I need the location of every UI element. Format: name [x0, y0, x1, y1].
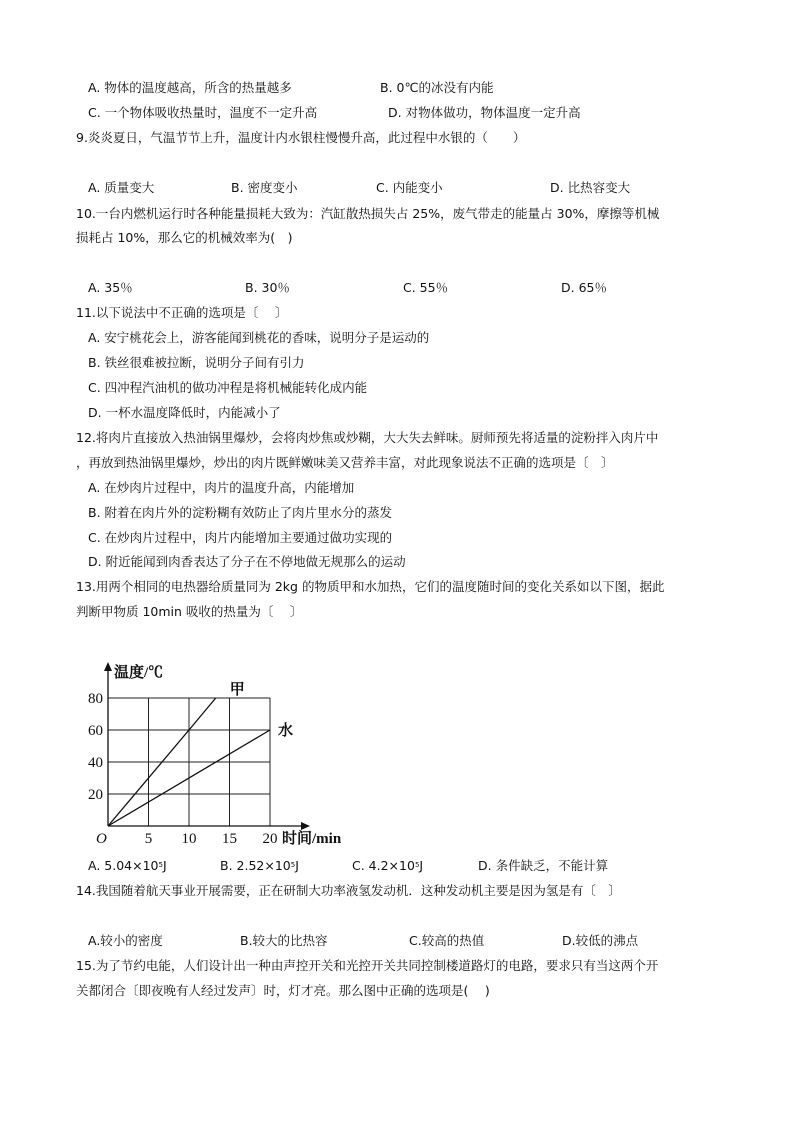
series-label-water: 水 [278, 723, 294, 739]
q13-option-c-base: C. 4.2×10 [352, 858, 415, 873]
q14-option-c: C.较高的热值 [409, 933, 485, 948]
y-tick-label: 60 [88, 723, 103, 739]
q12-option-c: C. 在炒肉片过程中，肉片内能增加主要通过做功实现的 [88, 530, 393, 545]
q14-option-d: D.较低的沸点 [562, 933, 639, 948]
temperature-time-chart [84, 640, 354, 852]
q9-option-a: A. 质量变大 [88, 180, 155, 195]
q13-option-a-unit: J [162, 858, 167, 873]
y-axis-arrow [104, 662, 112, 671]
q14-option-a: A.较小的密度 [88, 933, 163, 948]
q15-stem-line2: 关都闭合〔即夜晚有人经过发声〕时，灯才亮。那么图中正确的选项是( ) [76, 983, 490, 998]
q8-option-b: B. 0℃的冰没有内能 [380, 80, 494, 95]
x-tick-label: 20 [262, 831, 278, 847]
chart-grid [108, 698, 270, 826]
q13-option-c-unit: J [419, 858, 424, 873]
q13-option-d: D. 条件缺乏，不能计算 [478, 858, 609, 873]
chart-axes [104, 662, 310, 830]
q11-option-b: B. 铁丝很难被拉断，说明分子间有引力 [88, 355, 305, 370]
q13-option-b-unit: J [295, 858, 299, 873]
x-axis-label: 时间/min [282, 831, 342, 847]
q13-option-b-base: B. 2.52×10 [220, 858, 291, 873]
q13-stem-line2: 判断甲物质 10min 吸收的热量为〔 〕 [76, 604, 303, 619]
q13-option-b-exp: 5 [290, 861, 296, 869]
q10-option-d: D. 65％ [561, 280, 607, 295]
q8-option-d: D. 对物体做功，物体温度一定升高 [388, 105, 581, 120]
x-tick-label: 15 [222, 831, 237, 847]
q13-option-c-exp: 5 [414, 861, 420, 869]
chart-labels [88, 663, 342, 847]
q8-option-a: A. 物体的温度越高，所含的热量越多 [88, 80, 292, 95]
q9-stem: 9.炎炎夏日，气温节节上升，温度计内水银柱慢慢升高，此过程中水银的（ ） [76, 130, 526, 145]
q12-stem-line1: 12.将肉片直接放入热油锅里爆炒，会将肉炒焦或炒糊，大大失去鲜味。厨师预先将适量的淀粉拌入肉片中 [76, 430, 659, 445]
q13-option-a-exp: 5 [158, 861, 163, 869]
q12-option-d: D. 附近能闻到肉香表达了分子在不停地做无规那么的运动 [88, 554, 406, 569]
q9-option-b: B. 密度变小 [231, 180, 298, 195]
q14-stem: 14.我国随着航天事业开展需要，正在研制大功率液氢发动机．这种发动机主要是因为氢是有〔 〕 [76, 883, 621, 898]
q10-stem-line2: 损耗占 10%，那么它的机械效率为( ) [76, 230, 293, 245]
q11-option-d: D. 一杯水温度降低时，内能减小了 [88, 405, 281, 420]
q11-stem: 11.以下说法中不正确的选项是〔 〕 [76, 305, 288, 320]
q12-option-a: A. 在炒肉片过程中，肉片的温度升高，内能增加 [88, 480, 355, 495]
q15-stem-line1: 15.为了节约电能，人们设计出一种由声控开关和光控开关共同控制楼道路灯的电路，要求只有当这两个开 [76, 958, 659, 973]
y-tick-label: 20 [88, 787, 103, 803]
q14-option-b: B.较大的比热容 [240, 933, 328, 948]
q9-option-d: D. 比热容变大 [550, 180, 631, 195]
q10-option-b: B. 30％ [245, 280, 290, 295]
q13-option-a [88, 858, 167, 874]
q11-option-c: C. 四冲程汽油机的做功冲程是将机械能转化成内能 [88, 380, 368, 395]
x-tick-label: 10 [181, 831, 197, 847]
q13-option-b [220, 858, 299, 874]
q10-option-a: A. 35％ [88, 280, 133, 295]
y-axis-label: 温度/℃ [114, 665, 164, 681]
q13-option-c [352, 858, 423, 874]
y-tick-label: 40 [88, 755, 103, 771]
q8-option-c: C. 一个物体吸收热量时，温度不一定升高 [88, 105, 318, 120]
series-label-jia: 甲 [229, 682, 245, 698]
q10-option-c: C. 55％ [403, 280, 449, 295]
q12-stem-line2: ，再放到热油锅里爆炒，炒出的肉片既鲜嫩味美又营养丰富，对此现象说法不正确的选项是〔 〕 [76, 455, 614, 470]
q13-option-a-base: A. 5.04×10 [88, 858, 159, 873]
q13-stem-line1: 13.用两个相同的电热器给质量同为 2kg 的物质甲和水加热，它们的温度随时间的变化关系如以下图，据此 [76, 579, 665, 594]
q11-option-a: A. 安宁桃花会上，游客能闻到桃花的香味，说明分子是运动的 [88, 330, 430, 345]
x-axis-arrow [301, 822, 310, 830]
origin-label: O [96, 831, 107, 847]
q12-option-b: B. 附着在肉片外的淀粉糊有效防止了肉片里水分的蒸发 [88, 505, 393, 520]
q10-stem-line1: 10.一台内燃机运行时各种能量损耗大致为：汽缸散热损失占 25%，废气带走的能量占 30%，摩擦等机械 [76, 206, 660, 221]
y-tick-label: 80 [88, 691, 103, 707]
x-tick-label: 5 [144, 831, 153, 847]
q9-option-c: C. 内能变小 [376, 180, 443, 195]
